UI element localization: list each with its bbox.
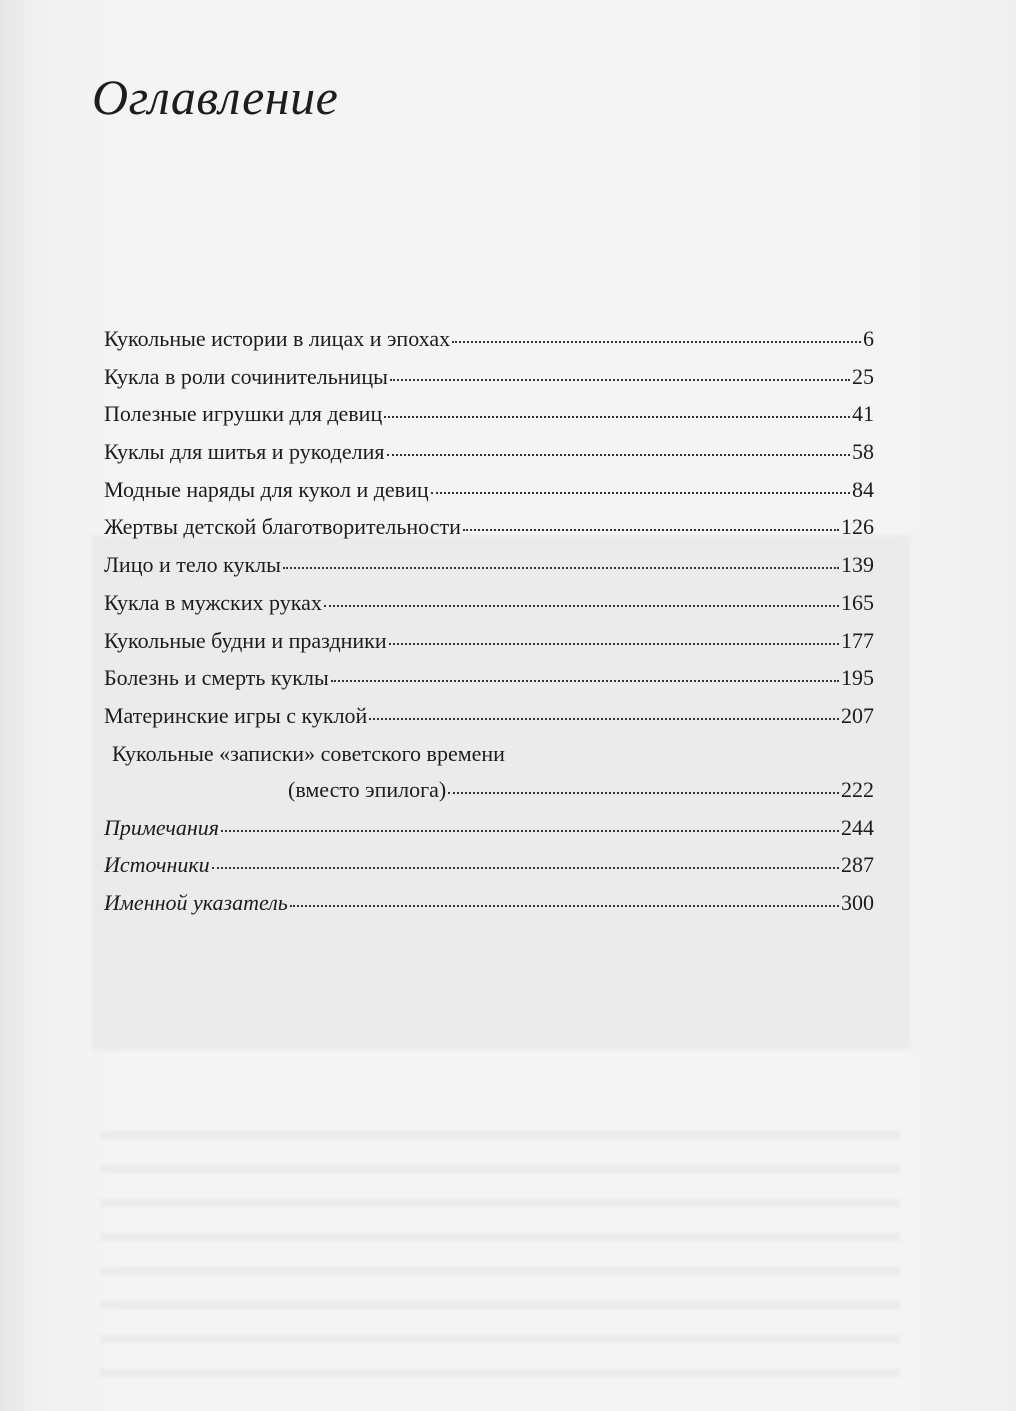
- toc-entry-label: Куклы для шитья и рукоделия: [104, 439, 385, 465]
- toc-entry-page: 165: [841, 589, 874, 615]
- dot-leader: [221, 820, 839, 832]
- toc-entry-label: Кукла в мужских руках: [104, 589, 322, 615]
- dot-leader: [283, 557, 839, 569]
- dot-leader: [431, 482, 850, 494]
- toc-entry-label: Лицо и тело куклы: [104, 552, 281, 578]
- page-title: Оглавление: [92, 69, 339, 125]
- dot-leader: [448, 782, 839, 794]
- toc-entry-label: Болезнь и смерть куклы: [104, 665, 329, 691]
- toc-entry-label: Источники: [104, 852, 210, 878]
- toc-entry-sources[interactable]: [104, 846, 874, 884]
- toc-entry-page: 58: [852, 439, 874, 465]
- toc-entry-label: Кукольные будни и праздники: [104, 627, 387, 653]
- toc-entry-notes[interactable]: [104, 809, 874, 847]
- dot-leader: [389, 633, 839, 645]
- toc-entry-page: 195: [841, 665, 874, 691]
- dot-leader: [212, 857, 839, 869]
- toc-entry-page: 126: [841, 514, 874, 540]
- toc-entry[interactable]: [104, 471, 874, 509]
- toc-entry[interactable]: [104, 395, 874, 433]
- toc-entry-sublabel: (вместо эпилога): [288, 776, 447, 802]
- toc-entry-page: 287: [841, 852, 874, 878]
- toc-entry-label: Кукольные истории в лицах и эпохах: [104, 326, 451, 351]
- toc-entry[interactable]: [104, 622, 874, 660]
- dot-leader: [390, 369, 850, 381]
- toc-entry-page: 139: [841, 552, 874, 578]
- toc-entry[interactable]: [104, 320, 874, 358]
- toc-entry-label: Жертвы детской благотворительности: [104, 514, 461, 540]
- dot-leader: [290, 895, 839, 907]
- toc-entry-label: Модные наряды для кукол и девиц: [104, 476, 429, 502]
- toc-entry[interactable]: [104, 697, 874, 735]
- toc-entry-index[interactable]: [104, 884, 874, 922]
- dot-leader: [369, 708, 839, 720]
- toc-entry[interactable]: [104, 659, 874, 697]
- toc-entry-label: Материнские игры с куклой: [104, 702, 368, 728]
- toc-entry-page: 6: [863, 326, 874, 351]
- dot-leader: [452, 331, 861, 343]
- toc-entry-label: Примечания: [104, 814, 220, 840]
- toc-entry[interactable]: [104, 546, 874, 584]
- toc-entry-page: 25: [852, 363, 874, 389]
- table-of-contents: [104, 320, 874, 922]
- toc-entry-page: 244: [841, 814, 874, 840]
- toc-entry-page: 177: [841, 627, 874, 653]
- toc-entry-label: Кукольные «записки» советского времени: [112, 740, 505, 766]
- toc-entry[interactable]: [104, 433, 874, 471]
- toc-entry-page: 300: [841, 889, 874, 915]
- toc-entry-label: Кукла в роли сочинительницы: [104, 363, 388, 389]
- dot-leader: [463, 519, 839, 531]
- toc-entry-label: Именной указатель: [104, 889, 288, 915]
- dot-leader: [384, 406, 850, 418]
- toc-entry-page: 41: [852, 401, 874, 427]
- toc-entry[interactable]: [104, 358, 874, 396]
- bleed-through-text: [100, 1105, 900, 1395]
- dot-leader: [324, 595, 839, 607]
- toc-entry-label: Полезные игрушки для девиц: [104, 401, 383, 427]
- toc-entry-page: 84: [852, 476, 874, 502]
- dot-leader: [387, 444, 851, 456]
- toc-entry-epilogue[interactable]: [104, 737, 874, 809]
- toc-entry-page: 222: [841, 776, 874, 802]
- toc-entry[interactable]: [104, 584, 874, 622]
- toc-entry-page: 207: [841, 702, 874, 728]
- dot-leader: [331, 670, 839, 682]
- toc-entry[interactable]: [104, 508, 874, 546]
